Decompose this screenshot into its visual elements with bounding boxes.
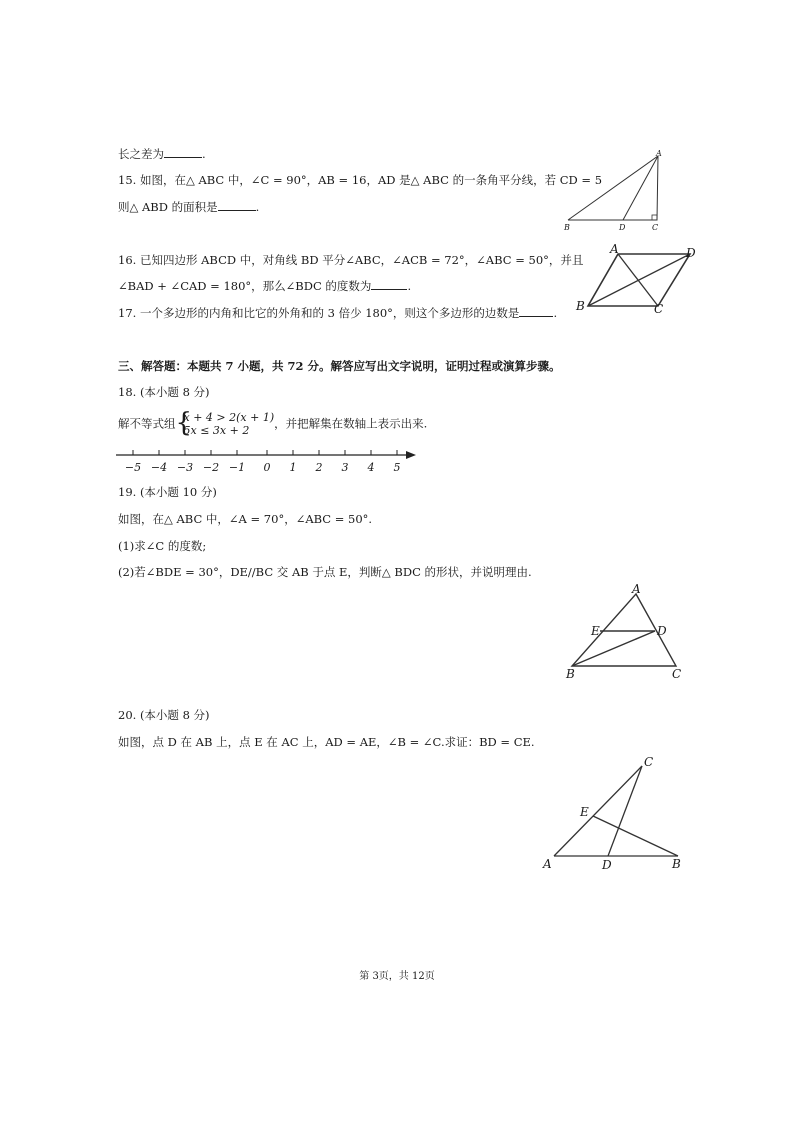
q14-text: 长之差为 — [118, 147, 164, 161]
tick-label: 0 — [263, 461, 271, 474]
tick-label: 3 — [341, 461, 349, 474]
q15-line2 — [118, 199, 259, 215]
q20-header: 20. (本小题 8 分) — [118, 708, 210, 722]
q19-line1: 如图，在△ ABC 中，∠A = 70°，∠ABC = 50°. — [118, 512, 373, 526]
number-line-ticks — [133, 450, 397, 455]
q15-answer-blank[interactable] — [218, 200, 256, 211]
figure-q16-quadrilateral — [570, 240, 700, 318]
fig20-label-D: D — [602, 858, 612, 872]
tick-label: 4 — [367, 461, 375, 474]
tick-label: −2 — [202, 461, 220, 474]
q18-problem — [118, 408, 428, 438]
section3-title: 三、解答题：本题共 7 小题，共 72 分。解答应写出文字说明，证明过程或演算步骤。 — [118, 359, 561, 373]
fig20-label-B: B — [672, 857, 681, 871]
tick-label: −5 — [124, 461, 142, 474]
fig20-label-C: C — [644, 755, 654, 769]
q16-line2-text: ∠BAD + ∠CAD = 180°，那么∠BDC 的度数为 — [118, 279, 372, 293]
figure-q15-triangle — [560, 148, 670, 234]
inequality-1: x + 4 > 2(x + 1) — [183, 411, 275, 424]
tick-label: −1 — [228, 461, 246, 474]
q17-text: 17. 一个多边形的内角和比它的外角和的 3 倍少 180°，则这个多边形的边数是 — [118, 306, 520, 320]
fig20-label-A: A — [543, 857, 552, 871]
q16-end: . — [407, 279, 412, 293]
tick-label: 1 — [289, 461, 297, 474]
tick-label: −3 — [176, 461, 194, 474]
q14-tail — [118, 146, 206, 162]
figure-q20-triangles — [538, 752, 690, 874]
fig15-label-C: C — [652, 223, 659, 232]
fig19-label-C: C — [672, 667, 682, 681]
number-line — [112, 446, 422, 476]
q17-end: . — [553, 306, 558, 320]
fig15-label-B: B — [564, 223, 570, 232]
tick-label: 2 — [315, 461, 323, 474]
q20-line1: 如图，点 D 在 AB 上，点 E 在 AC 上，AD = AE，∠B = ∠C.求证：BD = CE. — [118, 735, 535, 749]
fig19-label-A: A — [632, 582, 641, 596]
fig19-label-D: D — [657, 624, 667, 638]
q16-answer-blank[interactable] — [371, 279, 407, 290]
fig15-label-A: A — [656, 149, 662, 158]
q15-line2-text: 则△ ABD 的面积是 — [118, 200, 218, 214]
fig19-label-B: B — [566, 667, 575, 681]
fig16-label-C: C — [654, 302, 664, 316]
q17-answer-blank[interactable] — [519, 306, 553, 317]
fig16-label-A: A — [610, 242, 619, 256]
inequality-system — [175, 408, 275, 438]
inequality-2: 5x ≤ 3x + 2 — [183, 424, 250, 437]
fig15-label-D: D — [619, 223, 626, 232]
q18-header: 18. (本小题 8 分) — [118, 385, 210, 399]
left-brace: { — [175, 408, 193, 438]
page-footer: 第 3页，共 12页 — [359, 971, 435, 982]
fig19-label-E: E — [591, 624, 600, 638]
q19-part2: (2)若∠BDE = 30°，DE//BC 交 AB 于点 E，判断△ BDC 的形状，并说明理由. — [118, 565, 532, 579]
figure-q19-triangle — [560, 580, 690, 682]
q15-line1: 15. 如图，在△ ABC 中，∠C = 90°，AB = 16，AD 是△ ABC 的一条角平分线，若 CD = 5 — [118, 173, 603, 187]
tick-label: −4 — [150, 461, 168, 474]
fig16-label-B: B — [576, 299, 585, 313]
q16-line2 — [118, 278, 411, 294]
q14-answer-blank[interactable] — [164, 147, 202, 158]
q19-header: 19. (本小题 10 分) — [118, 485, 217, 499]
q16-line1: 16. 已知四边形 ABCD 中，对角线 BD 平分∠ABC，∠ACB = 72°，∠ABC = 50°，并且 — [118, 253, 584, 267]
q19-part1: (1)求∠C 的度数; — [118, 539, 207, 553]
q18-suffix: ，并把解集在数轴上表示出来. — [274, 416, 428, 431]
fig20-label-E: E — [580, 805, 589, 819]
q14-end: . — [202, 147, 206, 161]
q18-prefix: 解不等式组 — [118, 416, 176, 431]
q15-end: . — [255, 200, 260, 214]
tick-label: 5 — [393, 461, 401, 474]
fig16-label-D: D — [686, 246, 696, 260]
q17-line — [118, 305, 557, 321]
